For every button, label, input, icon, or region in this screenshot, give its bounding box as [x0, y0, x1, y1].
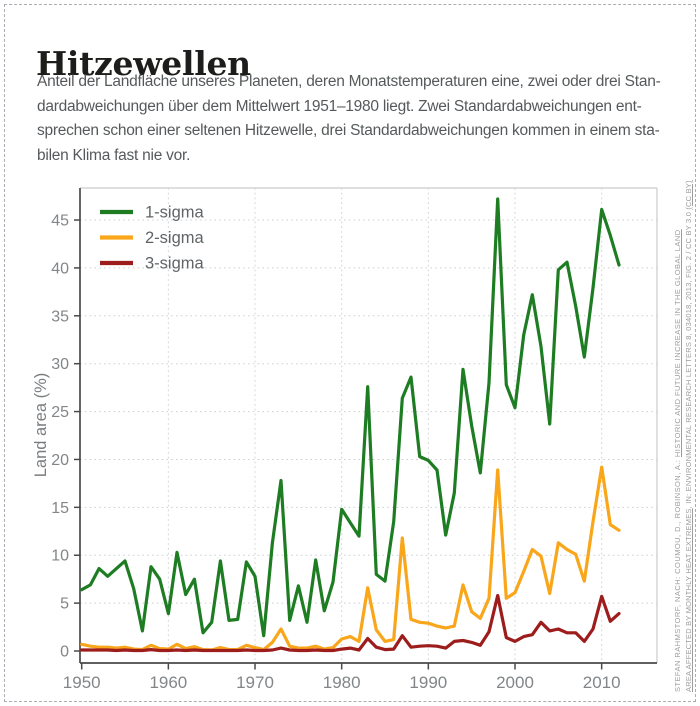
y-tick-label: 40	[51, 260, 69, 278]
source-credit-line-1	[673, 229, 682, 692]
description	[37, 70, 677, 168]
y-tick-label: 5	[60, 595, 69, 613]
series-line-2-sigma	[82, 467, 619, 650]
source-credit-line-2	[684, 180, 693, 692]
x-tick-label: 1960	[149, 673, 188, 692]
y-tick-label: 45	[51, 212, 69, 230]
y-tick-label: 20	[51, 451, 69, 469]
x-tick-label: 2010	[582, 673, 621, 692]
x-tick-label: 1950	[62, 673, 101, 692]
y-tick-label: 0	[60, 643, 69, 661]
y-tick-label: 10	[51, 547, 69, 565]
y-axis-title: Land area (%)	[32, 372, 50, 478]
page-title: Hitzewellen	[36, 44, 251, 84]
description-line: dardabweichungen über dem Mittelwert 1951–1980 liegt. Zwei Standardabweichungen ent-	[37, 97, 642, 115]
legend-label-3-sigma: 3-sigma	[145, 254, 204, 273]
source-paper-link[interactable]: AREA AFFECTED BY MONTHLY HEAT EXTREMES	[684, 508, 693, 692]
x-tick-label: 2000	[496, 673, 534, 692]
x-tick-label: 1980	[322, 673, 361, 692]
y-tick-label: 35	[51, 308, 69, 326]
source-journal: , IN: ENVIRONMENTAL RESEARCH LETTERS 8, 034018, 2013, FIG. 2 / CC BY 3.0	[684, 209, 693, 509]
y-tick-label: 30	[51, 356, 69, 374]
description-line: bilen Klima fast nie vor.	[37, 146, 191, 164]
source-license-link[interactable]: (CC BY)	[684, 180, 693, 210]
x-tick-label: 1970	[236, 673, 274, 692]
legend-label-2-sigma: 2-sigma	[145, 229, 204, 247]
y-tick-label: 15	[51, 499, 69, 517]
source-author: STEFAN RAHMSTORF, NACH: COUMOU, D., ROBINSON, A.:	[673, 457, 682, 692]
source-paper-link[interactable]: HISTORIC AND FUTURE INCREASE IN THE GLOBAL LAND	[673, 229, 682, 458]
y-tick-label: 25	[51, 404, 69, 422]
legend-label-1-sigma: 1-sigma	[145, 203, 204, 222]
description-line: sprechen schon einer seltenen Hitzewelle, drei Standardabweichungen kommen in einem sta-	[37, 122, 660, 139]
x-tick-label: 1990	[409, 673, 448, 692]
series-line-3-sigma	[82, 596, 619, 651]
heatwave-line-chart	[0, 178, 700, 706]
description-line: Anteil der Landfläche unseres Planeten, deren Monatstemperaturen eine, zwei oder drei Stan-	[37, 73, 661, 90]
